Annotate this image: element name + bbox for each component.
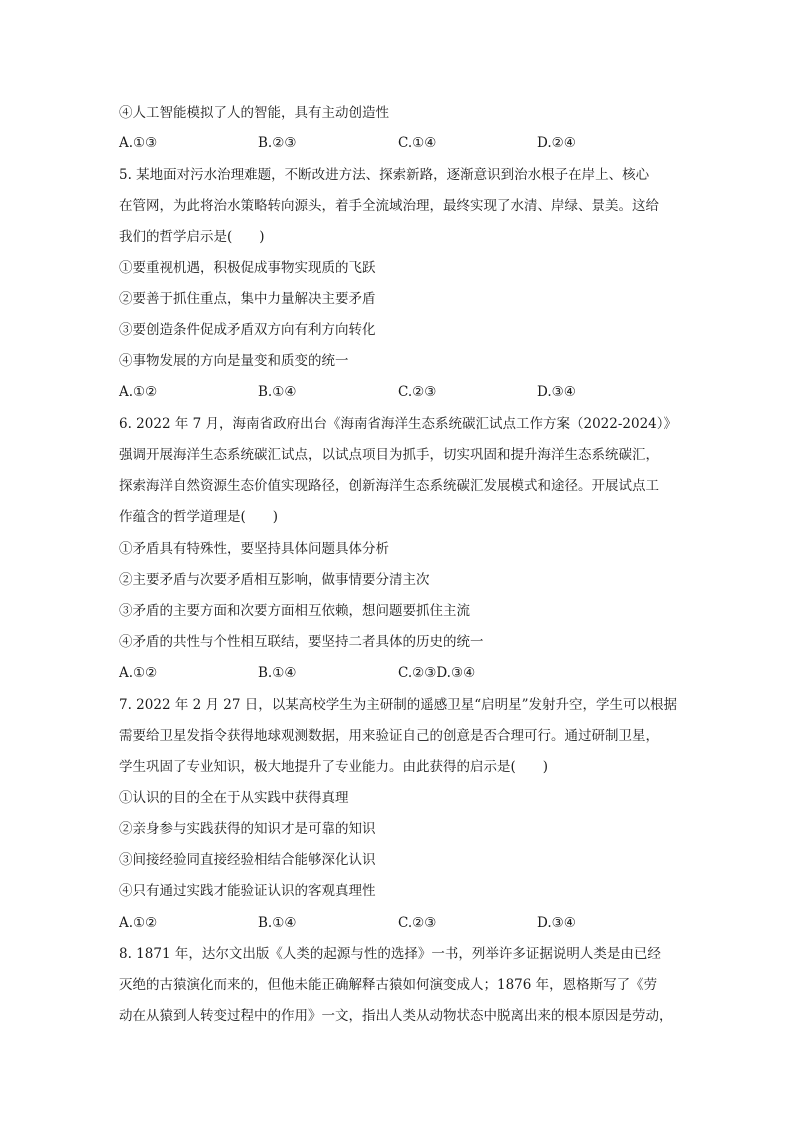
- q5-option-b: B.①④: [258, 384, 297, 400]
- q7-statement-3: ③间接经验同直接经验相结合能够深化认识: [119, 852, 376, 868]
- q4-option-a: A.①③: [119, 135, 158, 151]
- q4-option-b: B.②③: [258, 135, 297, 151]
- q6-stem-line-2: 强调开展海洋生态系统碳汇试点，以试点项目为抓手，切实巩固和提升海洋生态系统碳汇，: [119, 447, 659, 463]
- q7-stem-line-3: 学生巩固了专业知识，极大地提升了专业能力。由此获得的启示是( ): [119, 759, 549, 775]
- q5-option-c: C.②③: [398, 384, 437, 400]
- q5-option-a: A.①②: [119, 384, 158, 400]
- q6-statement-4: ④矛盾的共性与个性相互联结，要坚持二者具体的历史的统一: [119, 634, 484, 650]
- q7-options: [119, 914, 679, 932]
- q5-stem-line-3: 我们的哲学启示是( ): [119, 229, 265, 245]
- q8-stem-line-1: 8. 1871 年，达尔文出版《人类的起源与性的选择》一书，列举许多证据说明人类是由已经: [119, 946, 661, 962]
- q4-option-d: D.②④: [537, 135, 576, 151]
- q8-stem-line-2: 灭绝的古猿演化而来的，但他未能正确解释古猿如何演变成人；1876 年，恩格斯写了《劳: [119, 977, 658, 993]
- q7-statement-1: ①认识的目的全在于从实践中获得真理: [119, 790, 349, 806]
- q5-statement-1: ①要重视机遇，积极促成事物实现质的飞跃: [119, 260, 376, 276]
- q7-statement-2: ②亲身参与实践获得的知识才是可靠的知识: [119, 821, 376, 837]
- q4-option-c: C.①④: [398, 135, 437, 151]
- q5-options: [119, 383, 679, 401]
- q8-stem-line-3: 动在从猿到人转变过程中的作用》一文，指出人类从动物状态中脱离出来的根本原因是劳动，: [119, 1008, 673, 1024]
- q6-statement-1: ①矛盾具有特殊性，要坚持具体问题具体分析: [119, 541, 389, 557]
- q6-statement-2: ②主要矛盾与次要矛盾相互影响，做事情要分清主次: [119, 572, 430, 588]
- q7-stem-line-1: 7. 2022 年 2 月 27 日，以某高校学生为主研制的遥感卫星“启明星”发射升空，学生可以根据: [119, 697, 678, 713]
- q5-stem-line-1: 5. 某地面对污水治理难题，不断改进方法、探索新路，逐渐意识到治水根子在岸上、核心: [119, 167, 650, 183]
- q6-statement-3: ③矛盾的主要方面和次要方面相互依赖，想问题要抓住主流: [119, 603, 470, 619]
- q6-option-b: B.①④: [258, 665, 297, 681]
- q4-options: [119, 134, 679, 152]
- q4-statement-4: ④人工智能模拟了人的智能，具有主动创造性: [119, 105, 389, 121]
- q5-stem-line-2: 在管网，为此将治水策略转向源头，着手全流域治理，最终实现了水清、岸绿、景美。这给: [119, 198, 659, 214]
- q6-stem-line-1: 6. 2022 年 7 月，海南省政府出台《海南省海洋生态系统碳汇试点工作方案（2022-2024）》: [119, 416, 678, 432]
- q5-option-d: D.③④: [537, 384, 576, 400]
- q5-statement-4: ④事物发展的方向是量变和质变的统一: [119, 353, 349, 369]
- q6-option-a: A.①②: [119, 665, 158, 681]
- q7-stem-line-2: 需要给卫星发指令获得地球观测数据，用来验证自己的创意是否合理可行。通过研制卫星，: [119, 728, 659, 744]
- q6-stem-line-4: 作蕴含的哲学道理是( ): [119, 509, 279, 525]
- q6-stem-line-3: 探索海洋自然资源生态价值实现路径，创新海洋生态系统碳汇发展模式和途径。开展试点工: [119, 478, 659, 494]
- q5-statement-3: ③要创造条件促成矛盾双方向有利方向转化: [119, 322, 376, 338]
- q7-statement-4: ④只有通过实践才能验证认识的客观真理性: [119, 883, 376, 899]
- q7-option-b: B.①④: [258, 915, 297, 931]
- q6-option-cd: C.②③D.③④: [398, 665, 476, 681]
- q7-option-a: A.①②: [119, 915, 158, 931]
- q7-option-c: C.②③: [398, 915, 437, 931]
- q6-options: [119, 664, 679, 682]
- q7-option-d: D.③④: [537, 915, 576, 931]
- q5-statement-2: ②要善于抓住重点，集中力量解决主要矛盾: [119, 291, 376, 307]
